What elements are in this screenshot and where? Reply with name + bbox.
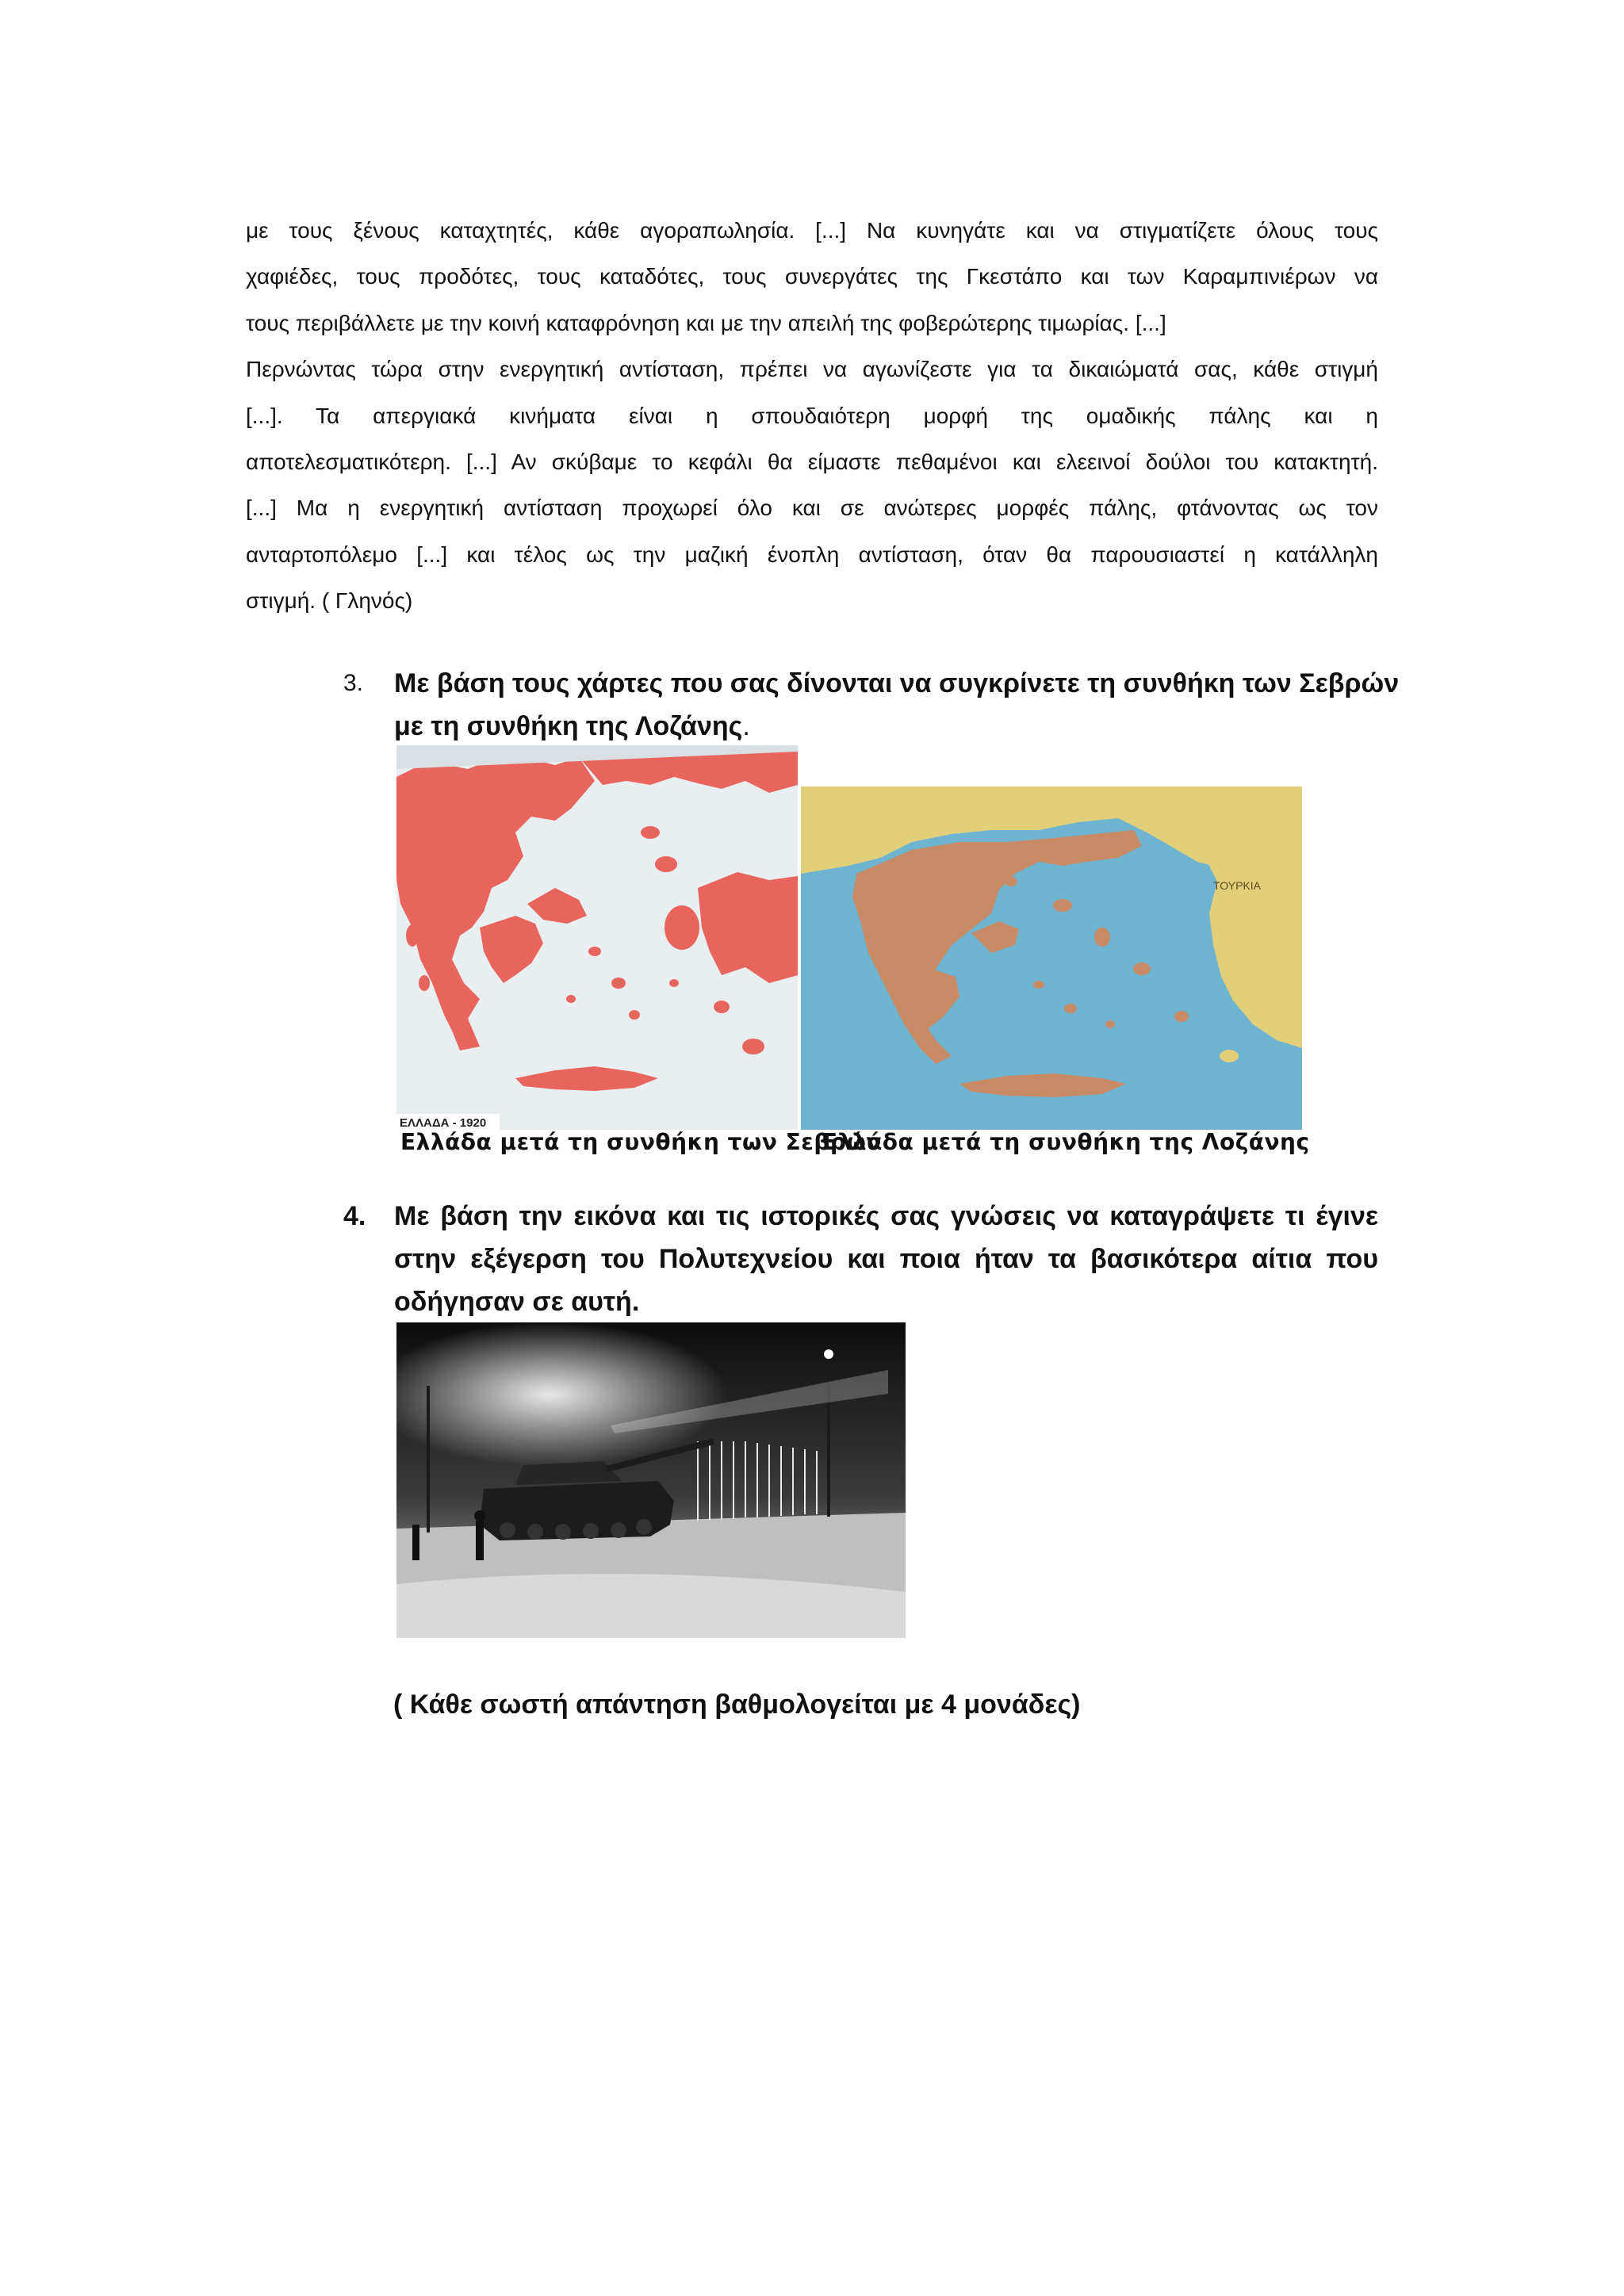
map-sevres	[396, 745, 798, 1130]
map-lausanne-turkey-label: ΤΟΥΡΚΙΑ	[1213, 879, 1261, 892]
map-lausanne-caption: Ελλάδα μετά τη συνθήκη της Λοζάνης	[822, 1129, 1310, 1155]
quote-line: ανταρτοπόλεμο [...] και τέλος ως την μαζική ένοπλη αντίσταση, όταν θα παρουσιαστεί η κατάλληλη	[246, 541, 1378, 567]
question-line: στην εξέγερση του Πολυτεχνείου και ποια ήταν τα βασικότερα αίτια που	[394, 1244, 1378, 1274]
map-sevres-image	[396, 745, 798, 1130]
question-line: οδήγησαν σε αυτή.	[394, 1287, 640, 1317]
question-4	[343, 1195, 1378, 1323]
quote-line: με τους ξένους καταχτητές, κάθε αγοραπωλησία. [...] Να κυνηγάτε και να στιγματίζετε όλους τους	[246, 218, 1378, 243]
quote-line: [...] Μα η ενεργητική αντίσταση προχωρεί όλο και σε ανώτερες μορφές πάλης, φτάνοντας ως τον	[246, 496, 1378, 521]
map-sevres-label: ΕΛΛΑΔΑ - 1920	[400, 1116, 487, 1130]
quote-line: τους περιβάλλετε με την κοινή καταφρόνηση και με την απειλή της φοβερώτερης τιμωρίας. [...]	[246, 310, 1166, 335]
quote-paragraph	[246, 208, 1378, 625]
question-line: Με βάση τους χάρτες που σας δίνονται να συγκρίνετε τη συνθήκη των Σεβρών	[394, 668, 1400, 698]
grading-note: ( Κάθε σωστή απάντηση βαθμολογείται με 4 μονάδες)	[393, 1689, 1081, 1720]
map-lausanne	[801, 786, 1302, 1130]
question-line: Με βάση την εικόνα και τις ιστορικές σας γνώσεις να καταγράψετε τι έγινε	[394, 1201, 1378, 1231]
quote-line: Περνώντας τώρα στην ενεργητική αντίσταση, πρέπει να αγωνίζεστε για τα δικαιώματά σας, κάθε στιγμή	[246, 357, 1378, 382]
map-lausanne-image	[801, 786, 1302, 1130]
question-period: .	[742, 711, 750, 741]
question-text	[394, 1195, 1378, 1323]
quote-line: στιγμή. ( Γληνός)	[246, 588, 413, 614]
question-line	[394, 705, 1378, 748]
question-number: 4.	[343, 1201, 366, 1231]
quote-line: χαφιέδες, τους προδότες, τους καταδότες, τους συνεργάτες της Γκεστάπο και των Καραμπινιέρων να	[246, 264, 1378, 289]
map-sevres-caption: Ελλάδα μετά τη συνθήκη των Σεβρών	[400, 1129, 882, 1155]
question-line-text: με τη συνθήκη της Λοζάνης	[394, 711, 743, 741]
polytechnic-tank-photo	[396, 1322, 906, 1638]
polytechnic-photo-image	[396, 1322, 906, 1638]
question-3	[343, 662, 1400, 751]
quote-line: αποτελεσματικότερη. [...] Αν σκύβαμε το κεφάλι θα είμαστε πεθαμένοι και ελεεινοί δούλοι του κατακτητή.	[246, 449, 1378, 474]
question-text	[394, 662, 1400, 748]
quote-line: [...]. Τα απεργιακά κινήματα είναι η σπουδαιότερη μορφή της ομαδικής πάλης και η	[246, 403, 1378, 428]
question-number: 3.	[343, 670, 364, 696]
